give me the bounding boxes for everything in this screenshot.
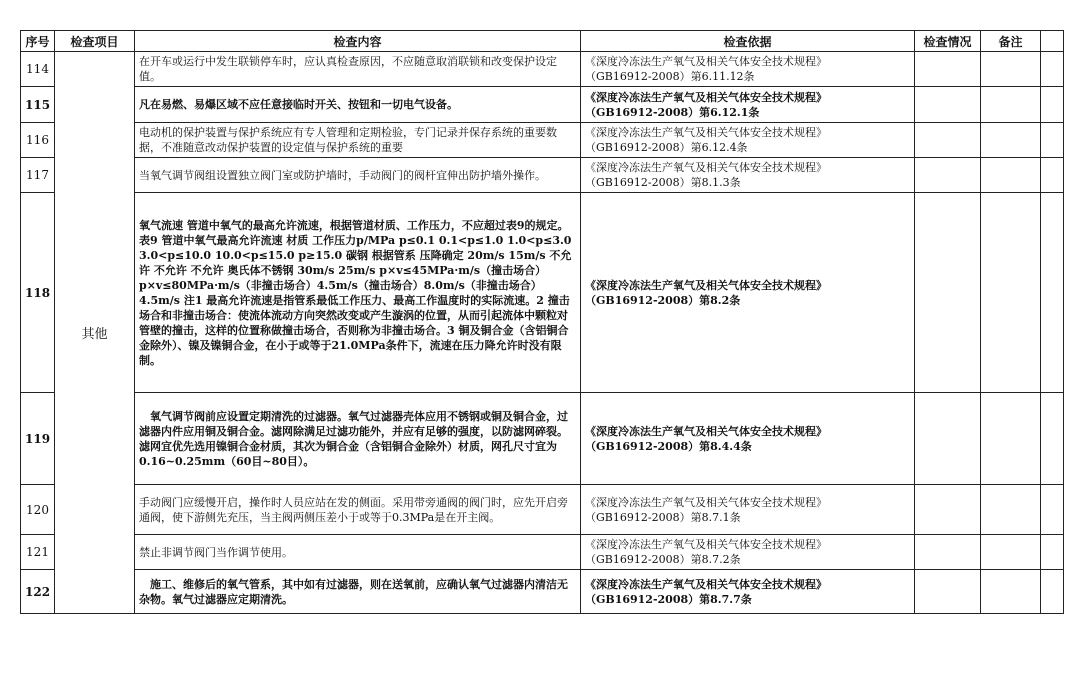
extra-cell	[1041, 123, 1064, 158]
status-cell[interactable]	[915, 570, 981, 614]
header-remarks: 备注	[981, 31, 1041, 52]
basis-standard: 《深度冷冻法生产氧气及相关气体安全技术规程》	[585, 577, 827, 591]
table-row	[21, 535, 1064, 570]
table-row	[21, 570, 1064, 614]
row-basis	[581, 158, 915, 193]
basis-clause: （GB16912-2008）第8.1.3条	[585, 176, 741, 189]
status-cell[interactable]	[915, 393, 981, 485]
row-number: 114	[21, 52, 55, 87]
status-cell[interactable]	[915, 52, 981, 87]
row-basis	[581, 485, 915, 535]
basis-clause: （GB16912-2008）第6.12.1条	[585, 105, 760, 119]
status-cell[interactable]	[915, 158, 981, 193]
row-number: 121	[21, 535, 55, 570]
header-blank	[1041, 31, 1064, 52]
row-content: 手动阀门应缓慢开启，操作时人员应站在发的侧面。采用带旁通阀的阀门时，应先开启旁通阀，使下游侧先充压，当主阀两侧压差小于或等于0.3MPa是在开主阀。	[135, 485, 581, 535]
extra-cell	[1041, 158, 1064, 193]
remarks-cell[interactable]	[981, 52, 1041, 87]
row-basis	[581, 570, 915, 614]
remarks-cell[interactable]	[981, 123, 1041, 158]
row-content: 施工、维修后的氧气管系，其中如有过滤器，则在送氧前，应确认氧气过滤器内清洁无杂物。氧气过滤器应定期清洗。	[135, 570, 581, 614]
row-number: 117	[21, 158, 55, 193]
row-basis	[581, 87, 915, 123]
remarks-cell[interactable]	[981, 485, 1041, 535]
remarks-cell[interactable]	[981, 158, 1041, 193]
basis-standard: 《深度冷冻法生产氧气及相关气体安全技术规程》	[585, 538, 827, 551]
row-basis	[581, 535, 915, 570]
row-number: 115	[21, 87, 55, 123]
basis-standard: 《深度冷冻法生产氧气及相关气体安全技术规程》	[585, 495, 827, 509]
remarks-cell[interactable]	[981, 570, 1041, 614]
header-category: 检查项目	[55, 31, 135, 52]
row-number: 118	[21, 193, 55, 393]
extra-cell	[1041, 485, 1064, 535]
basis-standard: 《深度冷冻法生产氧气及相关气体安全技术规程》	[585, 161, 827, 174]
header-row	[21, 31, 1064, 52]
inspection-table	[20, 30, 1064, 614]
extra-cell	[1041, 193, 1064, 393]
row-number: 120	[21, 485, 55, 535]
row-content: 禁止非调节阀门当作调节使用。	[135, 535, 581, 570]
basis-standard: 《深度冷冻法生产氧气及相关气体安全技术规程》	[585, 55, 827, 68]
remarks-cell[interactable]	[981, 193, 1041, 393]
row-basis	[581, 393, 915, 485]
basis-clause: （GB16912-2008）第6.12.4条	[585, 141, 748, 154]
extra-cell	[1041, 570, 1064, 614]
row-number: 119	[21, 393, 55, 485]
remarks-cell[interactable]	[981, 535, 1041, 570]
row-content: 在开车或运行中发生联锁停车时，应认真检查原因，不应随意取消联锁和改变保护设定值。	[135, 52, 581, 87]
row-number: 122	[21, 570, 55, 614]
header-no: 序号	[21, 31, 55, 52]
basis-standard: 《深度冷冻法生产氧气及相关气体安全技术规程》	[585, 424, 827, 438]
category-cell: 其他	[55, 52, 135, 614]
table-row	[21, 393, 1064, 485]
row-content: 氧气流速 管道中氧气的最高允许流速，根据管道材质、工作压力，不应超过表9的规定。 表9 管道中氧气最高允许流速 材质 工作压力p/MPa p≤0.1 0.1<p≤1.0 1.0<p≤3.0 3.0<p≤10.0 10.0<p≤15.0 p≥15.0 碳钢 根据管系 压降确定 20m/s 15m/s 不允许 不允许 不允许 奥氏体不锈钢 30m/s 25m/s p×v≤45MPa·m/s（撞击场合）p×v≤80MPa·m/s（非撞击场合）4.5m/s（撞击场合）8.0m/s（非撞击场合）4.5m/s 注1 最高允许流速是指管系最低工作压力、最高工作温度时的实际流速。2 撞击场合和非撞击场合：使流体流动方向突然改变或产生漩涡的位置，从而引起流体中颗粒对管壁的撞击，这样的位置称做撞击场合，否则称为非撞击场合。3 铜及铜合金（含铝铜合金除外）、镍及镍铜合金，在小于或等于21.0MPa条件下，流速在压力降允许时没有限制。	[135, 193, 581, 393]
basis-clause: （GB16912-2008）第6.11.12条	[585, 70, 755, 83]
basis-clause: （GB16912-2008）第8.2条	[585, 293, 741, 307]
row-basis	[581, 123, 915, 158]
row-basis	[581, 193, 915, 393]
basis-clause: （GB16912-2008）第8.4.4条	[585, 439, 752, 453]
extra-cell	[1041, 87, 1064, 123]
status-cell[interactable]	[915, 485, 981, 535]
row-content: 凡在易燃、易爆区域不应任意接临时开关、按钮和一切电气设备。	[135, 87, 581, 123]
header-basis: 检查依据	[581, 31, 915, 52]
status-cell[interactable]	[915, 535, 981, 570]
status-cell[interactable]	[915, 193, 981, 393]
row-content: 氧气调节阀前应设置定期清洗的过滤器。氧气过滤器壳体应用不锈钢或铜及铜合金，过滤器内件应用铜及铜合金。滤网除满足过滤功能外，并应有足够的强度，以防滤网碎裂。滤网宜优先选用镍铜合金材质，其次为铜合金（含铝铜合金除外）材质，网孔尺寸宜为0.16~0.25mm（60目~80目）。	[135, 393, 581, 485]
basis-clause: （GB16912-2008）第8.7.1条	[585, 510, 741, 524]
basis-clause: （GB16912-2008）第8.7.2条	[585, 553, 741, 566]
header-content: 检查内容	[135, 31, 581, 52]
table-row	[21, 87, 1064, 123]
header-status: 检查情况	[915, 31, 981, 52]
row-basis	[581, 52, 915, 87]
table-row	[21, 193, 1064, 393]
extra-cell	[1041, 535, 1064, 570]
basis-standard: 《深度冷冻法生产氧气及相关气体安全技术规程》	[585, 278, 827, 292]
table-row	[21, 52, 1064, 87]
table-row	[21, 158, 1064, 193]
row-content: 电动机的保护装置与保护系统应有专人管理和定期检验，专门记录并保存系统的重要数据，不准随意改动保护装置的设定值与保护系统的重要	[135, 123, 581, 158]
basis-standard: 《深度冷冻法生产氧气及相关气体安全技术规程》	[585, 90, 827, 104]
table-row	[21, 485, 1064, 535]
row-number: 116	[21, 123, 55, 158]
status-cell[interactable]	[915, 87, 981, 123]
extra-cell	[1041, 393, 1064, 485]
remarks-cell[interactable]	[981, 87, 1041, 123]
remarks-cell[interactable]	[981, 393, 1041, 485]
basis-clause: （GB16912-2008）第8.7.7条	[585, 592, 752, 606]
basis-standard: 《深度冷冻法生产氧气及相关气体安全技术规程》	[585, 126, 827, 139]
status-cell[interactable]	[915, 123, 981, 158]
table-row	[21, 123, 1064, 158]
extra-cell	[1041, 52, 1064, 87]
row-content: 当氧气调节阀组设置独立阀门室或防护墙时，手动阀门的阀杆宜伸出防护墙外操作。	[135, 158, 581, 193]
